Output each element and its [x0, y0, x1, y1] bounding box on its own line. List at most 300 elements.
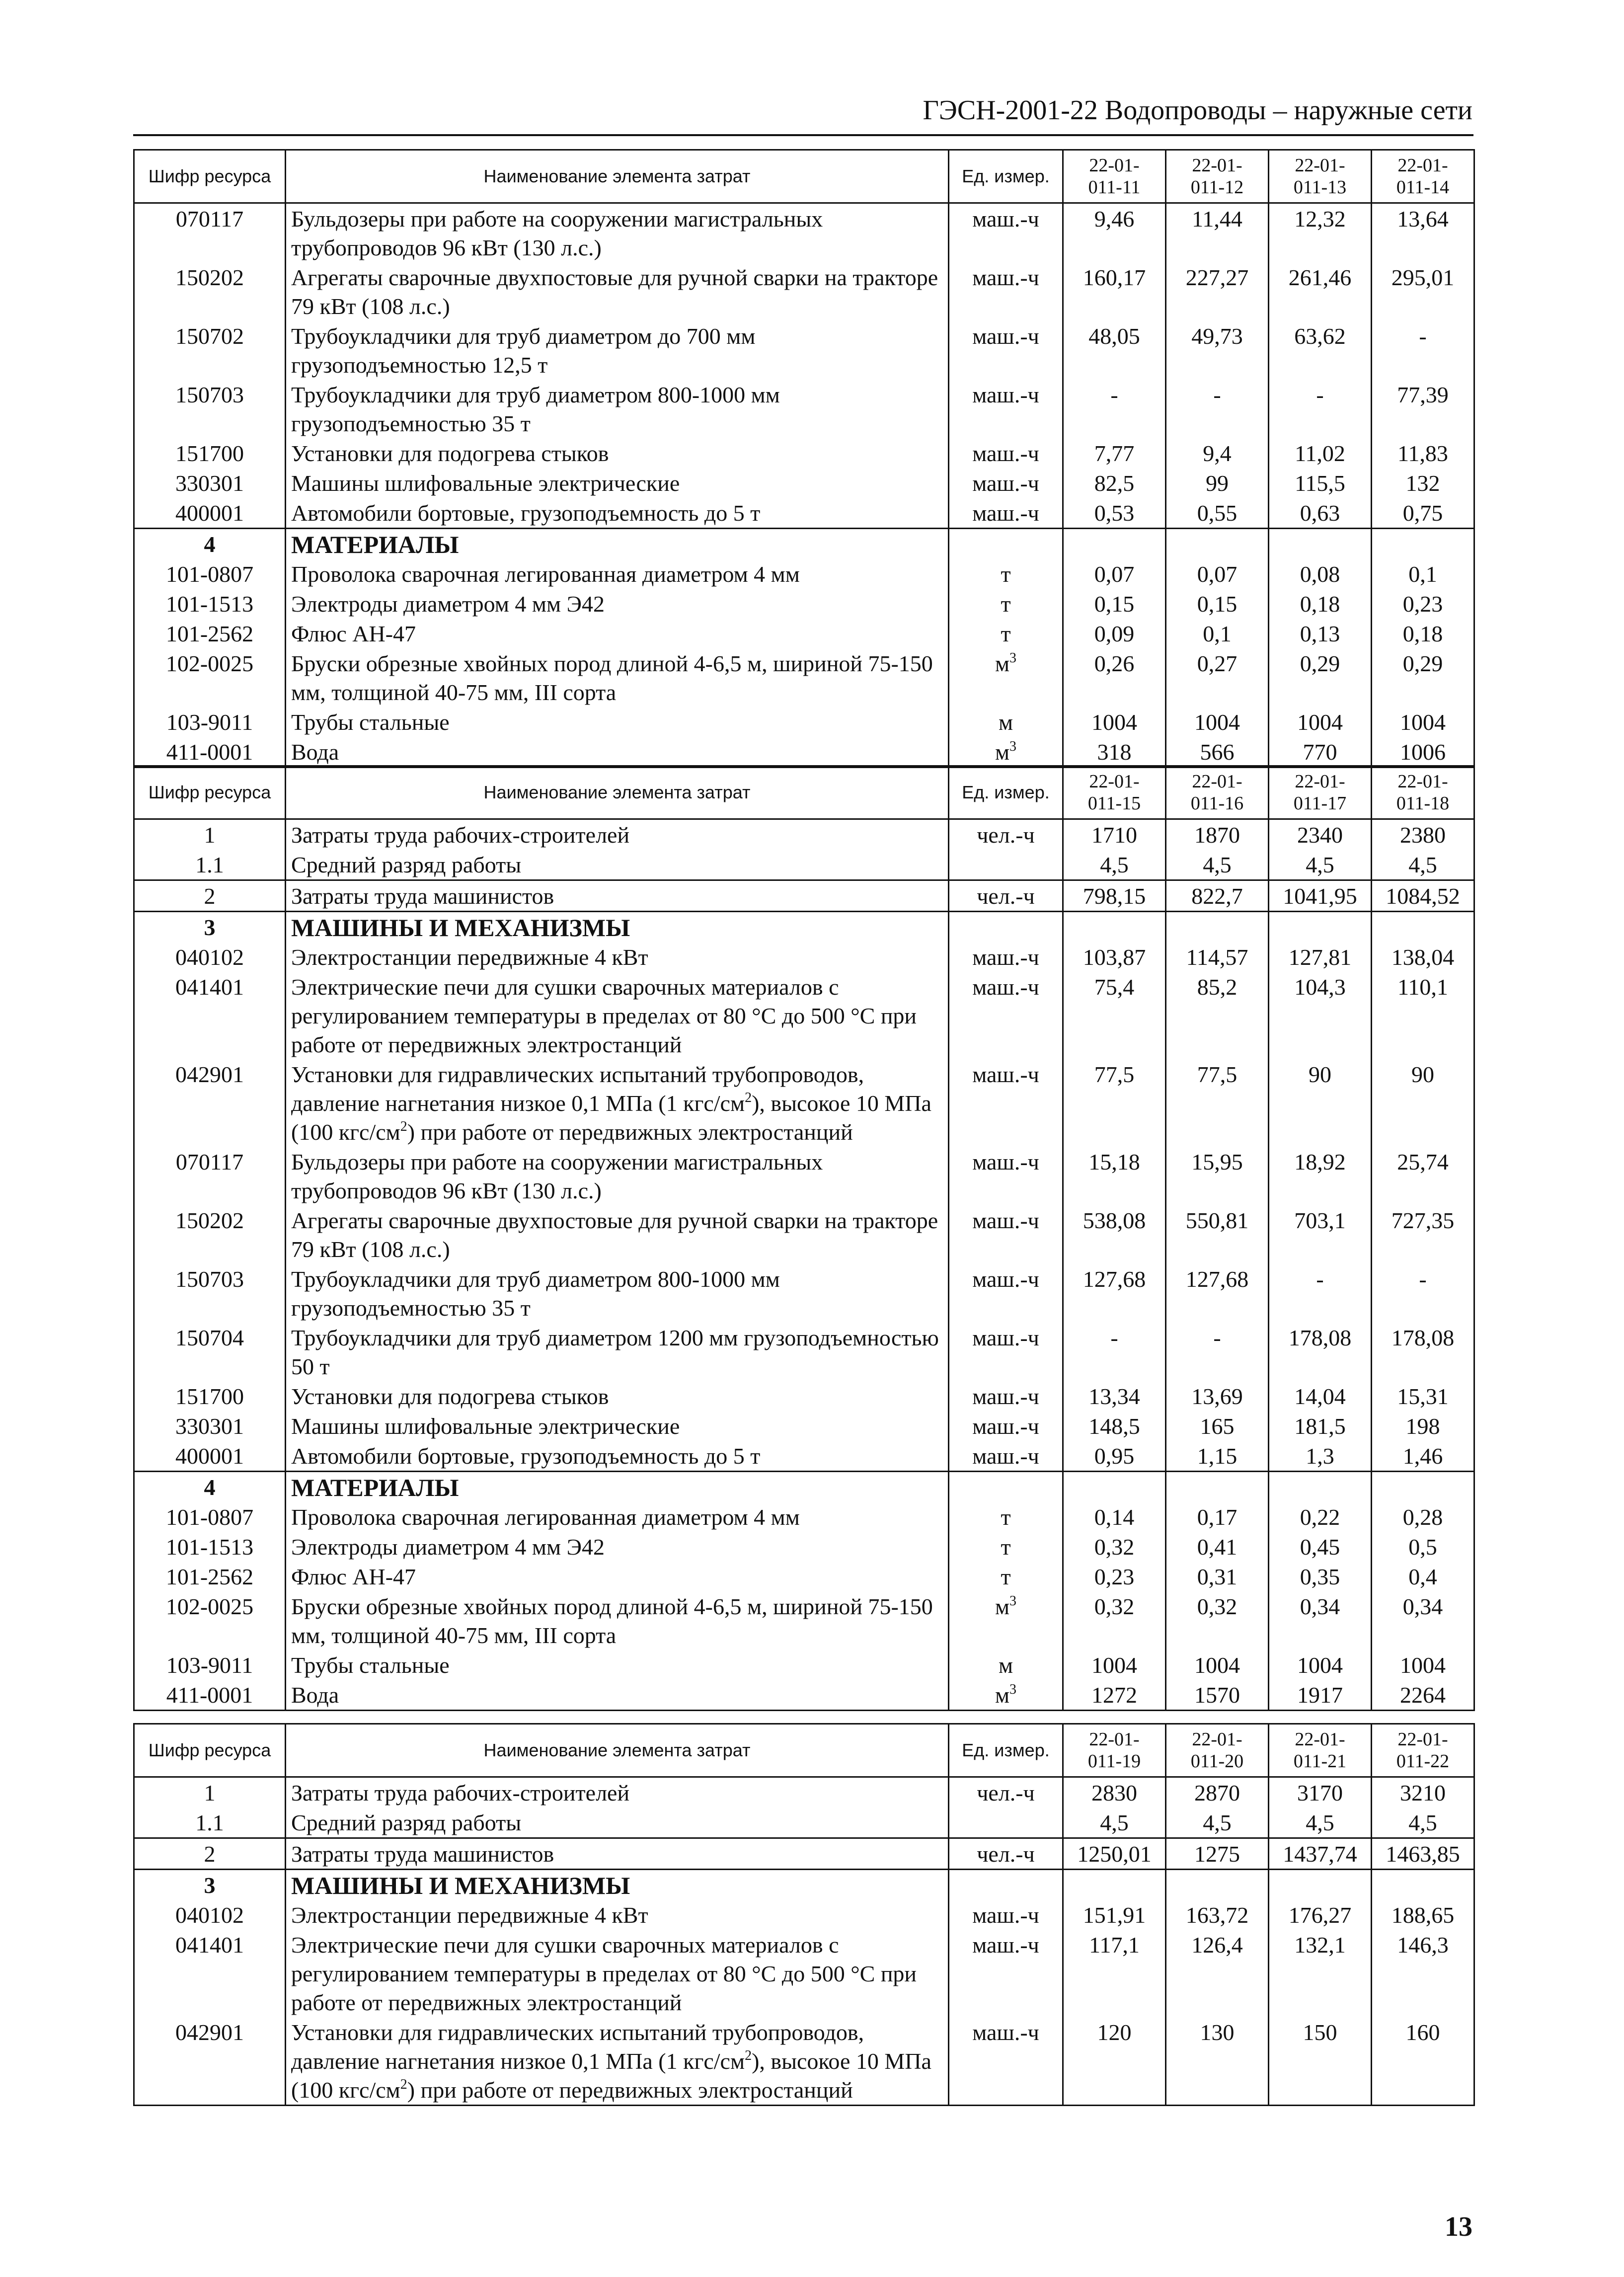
value-cell: 114,57: [1166, 942, 1269, 972]
value-cell: 150: [1269, 2017, 1372, 2106]
value-cell: 0,08: [1269, 559, 1372, 589]
value-cell: 178,08: [1372, 1323, 1474, 1381]
value-cell: 822,7: [1166, 880, 1269, 912]
resource-name: Бруски обрезные хвойных пород длиной 4-6,5 м, шириной 75-150 мм, толщиной 40-75 мм, III сорта: [286, 648, 949, 707]
unit-cell: [949, 912, 1063, 942]
value-cell: 1250,01: [1063, 1838, 1166, 1870]
value-cell: 4,5: [1372, 850, 1474, 880]
unit-text: маш.-ч: [972, 944, 1039, 970]
table-row: [134, 1147, 1474, 1205]
resource-name: Вода: [286, 737, 949, 768]
resource-name: Трубоукладчики для труб диаметром 800-1000 мм грузоподъемностью 35 т: [286, 1264, 949, 1323]
resource-name: [286, 2017, 949, 2106]
value-cell: 1463,85: [1372, 1838, 1474, 1870]
column-header-name: Наименование элемента затрат: [286, 1724, 949, 1777]
resource-code: 040102: [134, 1900, 286, 1930]
unit-text: маш.-ч: [972, 1384, 1039, 1409]
value-cell: 1084,52: [1372, 880, 1474, 912]
unit-text: т: [1001, 1534, 1011, 1560]
unit-cell: [949, 1411, 1063, 1441]
column-header-code: Шифр ресурса: [134, 150, 286, 203]
unit-cell: [949, 2017, 1063, 2106]
resource-code: 411-0001: [134, 1680, 286, 1711]
table-row: [134, 1532, 1474, 1562]
unit-cell: [949, 1147, 1063, 1205]
value-cell: 146,3: [1372, 1930, 1474, 2017]
value-cell: 104,3: [1269, 972, 1372, 1059]
header-rule: [133, 134, 1473, 136]
value-cell: 178,08: [1269, 1323, 1372, 1381]
table-row: [134, 1323, 1474, 1381]
value-cell: 0,32: [1063, 1532, 1166, 1562]
value-cell: 127,68: [1166, 1264, 1269, 1323]
value-cell: 2340: [1269, 819, 1372, 850]
name-fragment: ) при работе от передвижных электростанций: [407, 2077, 853, 2103]
unit-text: м: [998, 709, 1013, 735]
resource-code: 1.1: [134, 1807, 286, 1838]
value-cell: 0,15: [1063, 589, 1166, 619]
value-cell: [1372, 912, 1474, 942]
value-cell: 0,75: [1372, 498, 1474, 529]
resource-code: 101-1513: [134, 589, 286, 619]
value-cell: 0,22: [1269, 1502, 1372, 1532]
value-cell: [1269, 529, 1372, 559]
unit-cell: [949, 529, 1063, 559]
table-row: [134, 498, 1474, 529]
unit-cell: [949, 819, 1063, 850]
name-fragment: ), высокое 10 МПа (100 кгс/см: [291, 1091, 931, 1145]
unit-superscript: 3: [1009, 650, 1017, 666]
unit-cell: [949, 1472, 1063, 1502]
table-row: [134, 972, 1474, 1059]
value-cell: 566: [1166, 737, 1269, 768]
resource-code: 330301: [134, 468, 286, 498]
section-row: [134, 1472, 1474, 1502]
table-row: [134, 648, 1474, 707]
resource-name: Бруски обрезные хвойных пород длиной 4-6,5 м, шириной 75-150 мм, толщиной 40-75 мм, III сорта: [286, 1591, 949, 1650]
table-row: [134, 203, 1474, 263]
value-cell: 130: [1166, 2017, 1269, 2106]
unit-text: м: [998, 1652, 1013, 1678]
value-cell: 1275: [1166, 1838, 1269, 1870]
norm-code-header: 22-01- 011-12: [1166, 150, 1269, 203]
value-cell: 0,14: [1063, 1502, 1166, 1532]
value-cell: 261,46: [1269, 262, 1372, 321]
value-cell: 0,32: [1166, 1591, 1269, 1650]
resource-table-1: [133, 149, 1473, 768]
resource-name: Флюс АН-47: [286, 619, 949, 648]
value-cell: 132: [1372, 468, 1474, 498]
value-cell: 0,5: [1372, 1532, 1474, 1562]
resource-name: Электроды диаметром 4 мм Э42: [286, 589, 949, 619]
value-cell: [1269, 1870, 1372, 1900]
unit-text: м: [995, 651, 1010, 676]
value-cell: 160: [1372, 2017, 1474, 2106]
unit-cell: [949, 468, 1063, 498]
value-cell: 15,18: [1063, 1147, 1166, 1205]
unit-cell: [949, 321, 1063, 380]
table-row: [134, 380, 1474, 438]
resource-code: 101-0807: [134, 559, 286, 589]
value-cell: 48,05: [1063, 321, 1166, 380]
table-row: [134, 262, 1474, 321]
norm-code-header: 22-01- 011-11: [1063, 150, 1166, 203]
table-row: [134, 1838, 1474, 1870]
resource-name: Бульдозеры при работе на сооружении магистральных трубопроводов 96 кВт (130 л.с.): [286, 1147, 949, 1205]
resource-code: 330301: [134, 1411, 286, 1441]
value-cell: 25,74: [1372, 1147, 1474, 1205]
value-cell: 0,53: [1063, 498, 1166, 529]
table-row: [134, 1205, 1474, 1264]
table-row: [134, 1059, 1474, 1147]
value-cell: 550,81: [1166, 1205, 1269, 1264]
value-cell: 4,5: [1063, 1807, 1166, 1838]
unit-cell: [949, 972, 1063, 1059]
unit-cell: [949, 1838, 1063, 1870]
resource-code: 101-1513: [134, 1532, 286, 1562]
unit-cell: [949, 880, 1063, 912]
resource-code: 101-2562: [134, 619, 286, 648]
value-cell: 127,81: [1269, 942, 1372, 972]
value-cell: [1166, 1870, 1269, 1900]
value-cell: 0,63: [1269, 498, 1372, 529]
unit-cell: [949, 262, 1063, 321]
value-cell: 0,23: [1063, 1562, 1166, 1591]
unit-cell: [949, 1532, 1063, 1562]
resource-name: Установки для подогрева стыков: [286, 438, 949, 468]
value-cell: 2380: [1372, 819, 1474, 850]
name-fragment: ) при работе от передвижных электростанций: [407, 1119, 853, 1145]
table-row: [134, 1381, 1474, 1411]
superscript: 2: [400, 1119, 407, 1134]
header-row: [134, 1724, 1474, 1777]
unit-text: маш.-ч: [972, 471, 1039, 496]
unit-cell: [949, 1441, 1063, 1472]
value-cell: [1372, 1472, 1474, 1502]
cost-table: [133, 1723, 1475, 2106]
unit-text: чел.-ч: [977, 1841, 1035, 1867]
table-row: [134, 1411, 1474, 1441]
value-cell: 0,15: [1166, 589, 1269, 619]
norm-code-header: 22-01- 011-18: [1372, 766, 1474, 819]
table-row: [134, 1264, 1474, 1323]
column-header-code: Шифр ресурса: [134, 1724, 286, 1777]
value-cell: 160,17: [1063, 262, 1166, 321]
resource-name: Электроды диаметром 4 мм Э42: [286, 1532, 949, 1562]
value-cell: 1570: [1166, 1680, 1269, 1711]
value-cell: 110,1: [1372, 972, 1474, 1059]
value-cell: 0,13: [1269, 619, 1372, 648]
resource-name: Трубы стальные: [286, 1650, 949, 1680]
resource-name: Трубы стальные: [286, 707, 949, 737]
unit-cell: [949, 1930, 1063, 2017]
resource-name: Затраты труда рабочих-строителей: [286, 819, 949, 850]
value-cell: 148,5: [1063, 1411, 1166, 1441]
value-cell: [1166, 912, 1269, 942]
value-cell: 9,46: [1063, 203, 1166, 263]
table-row: [134, 589, 1474, 619]
value-cell: 1004: [1269, 1650, 1372, 1680]
unit-cell: [949, 1381, 1063, 1411]
value-cell: 0,29: [1372, 648, 1474, 707]
unit-text: маш.-ч: [972, 323, 1039, 349]
value-cell: 1272: [1063, 1680, 1166, 1711]
value-cell: 49,73: [1166, 321, 1269, 380]
name-fragment: Установки для гидравлических испытаний трубопроводов, давление нагнетания низкое 0,1 МПа (1 кгс/см: [291, 2020, 864, 2074]
unit-cell: [949, 498, 1063, 529]
cost-table: [133, 765, 1475, 1711]
resource-code: 2: [134, 1838, 286, 1870]
table-row: [134, 438, 1474, 468]
unit-superscript: 3: [1009, 1593, 1017, 1609]
unit-cell: [949, 1591, 1063, 1650]
value-cell: 82,5: [1063, 468, 1166, 498]
page-number: 13: [1445, 2211, 1472, 2242]
value-cell: 1870: [1166, 819, 1269, 850]
unit-cell: [949, 1900, 1063, 1930]
value-cell: 2830: [1063, 1777, 1166, 1808]
value-cell: 1,15: [1166, 1441, 1269, 1472]
running-header: ГЭСН-2001-22 Водопроводы – наружные сети: [923, 95, 1472, 126]
value-cell: 13,69: [1166, 1381, 1269, 1411]
resource-code: 103-9011: [134, 1650, 286, 1680]
value-cell: 770: [1269, 737, 1372, 768]
table-row: [134, 1591, 1474, 1650]
resource-name: Электрические печи для сушки сварочных материалов с регулированием температуры в пределах от 80 °С до 500 °С при работе от передвижных электростанций: [286, 1930, 949, 2017]
resource-code: 150703: [134, 1264, 286, 1323]
value-cell: 0,28: [1372, 1502, 1474, 1532]
unit-text: маш.-ч: [972, 1062, 1039, 1087]
value-cell: 181,5: [1269, 1411, 1372, 1441]
value-cell: 18,92: [1269, 1147, 1372, 1205]
resource-name: Электростанции передвижные 4 кВт: [286, 1900, 949, 1930]
unit-cell: [949, 1807, 1063, 1838]
table-row: [134, 880, 1474, 912]
value-cell: 0,1: [1166, 619, 1269, 648]
resource-code: 102-0025: [134, 648, 286, 707]
resource-code: 150704: [134, 1323, 286, 1381]
value-cell: 1041,95: [1269, 880, 1372, 912]
unit-cell: [949, 1680, 1063, 1711]
resource-name: Затраты труда машинистов: [286, 1838, 949, 1870]
resource-code: 040102: [134, 942, 286, 972]
unit-cell: [949, 589, 1063, 619]
value-cell: 1004: [1063, 707, 1166, 737]
value-cell: 90: [1372, 1059, 1474, 1147]
norm-code-header: 22-01- 011-22: [1372, 1724, 1474, 1777]
value-cell: -: [1269, 1264, 1372, 1323]
value-cell: 15,31: [1372, 1381, 1474, 1411]
unit-text: маш.-ч: [972, 265, 1039, 290]
resource-code: 3: [134, 1870, 286, 1900]
header-row: [134, 766, 1474, 819]
resource-name: Автомобили бортовые, грузоподъемность до 5 т: [286, 1441, 949, 1472]
value-cell: 165: [1166, 1411, 1269, 1441]
value-cell: 120: [1063, 2017, 1166, 2106]
resource-name: Средний разряд работы: [286, 850, 949, 880]
unit-cell: [949, 1777, 1063, 1808]
unit-text: маш.-ч: [972, 382, 1039, 407]
resource-code: 070117: [134, 1147, 286, 1205]
resource-table-3: [133, 1723, 1473, 2106]
table-row: [134, 1807, 1474, 1838]
value-cell: [1063, 1472, 1166, 1502]
resource-name: Агрегаты сварочные двухпостовые для ручной сварки на тракторе 79 кВт (108 л.с.): [286, 262, 949, 321]
unit-cell: [949, 1562, 1063, 1591]
table-row: [134, 1777, 1474, 1808]
value-cell: -: [1166, 1323, 1269, 1381]
unit-cell: [949, 380, 1063, 438]
value-cell: 0,1: [1372, 559, 1474, 589]
value-cell: 0,29: [1269, 648, 1372, 707]
value-cell: 227,27: [1166, 262, 1269, 321]
unit-text: т: [1001, 621, 1011, 646]
column-header-name: Наименование элемента затрат: [286, 150, 949, 203]
resource-code: 150703: [134, 380, 286, 438]
value-cell: 0,45: [1269, 1532, 1372, 1562]
value-cell: -: [1166, 380, 1269, 438]
table-row: [134, 1650, 1474, 1680]
value-cell: 1,46: [1372, 1441, 1474, 1472]
value-cell: 4,5: [1269, 1807, 1372, 1838]
value-cell: 0,4: [1372, 1562, 1474, 1591]
unit-text: маш.-ч: [972, 1443, 1039, 1469]
value-cell: 11,44: [1166, 203, 1269, 263]
resource-code: 150202: [134, 1205, 286, 1264]
resource-name: Установки для подогрева стыков: [286, 1381, 949, 1411]
table-row: [134, 737, 1474, 768]
value-cell: 99: [1166, 468, 1269, 498]
value-cell: [1372, 529, 1474, 559]
unit-cell: [949, 559, 1063, 589]
value-cell: 727,35: [1372, 1205, 1474, 1264]
table-row: [134, 819, 1474, 850]
resource-name: Трубоукладчики для труб диаметром 1200 мм грузоподъемностью 50 т: [286, 1323, 949, 1381]
resource-code: 150702: [134, 321, 286, 380]
value-cell: 77,5: [1063, 1059, 1166, 1147]
resource-code: 400001: [134, 1441, 286, 1472]
resource-code: 042901: [134, 2017, 286, 2106]
table-row: [134, 1502, 1474, 1532]
unit-text: маш.-ч: [972, 500, 1039, 526]
norm-code-header: 22-01- 011-19: [1063, 1724, 1166, 1777]
unit-cell: [949, 438, 1063, 468]
value-cell: 176,27: [1269, 1900, 1372, 1930]
value-cell: 9,4: [1166, 438, 1269, 468]
value-cell: 15,95: [1166, 1147, 1269, 1205]
value-cell: 117,1: [1063, 1930, 1166, 2017]
column-header-unit: Ед. измер.: [949, 1724, 1063, 1777]
resource-code: 1: [134, 819, 286, 850]
unit-text: маш.-ч: [972, 1902, 1039, 1928]
value-cell: 0,17: [1166, 1502, 1269, 1532]
name-fragment: Установки для гидравлических испытаний трубопроводов, давление нагнетания низкое 0,1 МПа (1 кгс/см: [291, 1062, 864, 1116]
value-cell: 0,34: [1372, 1591, 1474, 1650]
resource-name: Проволока сварочная легированная диаметром 4 мм: [286, 559, 949, 589]
value-cell: 1006: [1372, 737, 1474, 768]
value-cell: 0,07: [1166, 559, 1269, 589]
column-header-name: Наименование элемента затрат: [286, 766, 949, 819]
table-row: [134, 468, 1474, 498]
resource-name: Трубоукладчики для труб диаметром до 700 мм грузоподъемностью 12,5 т: [286, 321, 949, 380]
value-cell: 318: [1063, 737, 1166, 768]
value-cell: 0,55: [1166, 498, 1269, 529]
resource-code: 400001: [134, 498, 286, 529]
value-cell: 115,5: [1269, 468, 1372, 498]
norm-code-header: 22-01- 011-15: [1063, 766, 1166, 819]
name-fragment: ), высокое 10 МПа (100 кгс/см: [291, 2048, 931, 2103]
resource-code: 1.1: [134, 850, 286, 880]
table-row: [134, 1930, 1474, 2017]
unit-cell: [949, 850, 1063, 880]
section-title: МАШИНЫ И МЕХАНИЗМЫ: [286, 1870, 949, 1900]
value-cell: 132,1: [1269, 1930, 1372, 2017]
value-cell: 703,1: [1269, 1205, 1372, 1264]
section-row: [134, 1870, 1474, 1900]
table-row: [134, 1441, 1474, 1472]
resource-code: 101-2562: [134, 1562, 286, 1591]
value-cell: -: [1372, 1264, 1474, 1323]
table-row: [134, 1680, 1474, 1711]
value-cell: 13,64: [1372, 203, 1474, 263]
resource-code: 150202: [134, 262, 286, 321]
table-row: [134, 559, 1474, 589]
value-cell: 798,15: [1063, 880, 1166, 912]
value-cell: 3170: [1269, 1777, 1372, 1808]
value-cell: 11,02: [1269, 438, 1372, 468]
value-cell: 103,87: [1063, 942, 1166, 972]
value-cell: 77,5: [1166, 1059, 1269, 1147]
unit-cell: [949, 203, 1063, 263]
resource-name: [286, 1059, 949, 1147]
unit-text: м: [995, 739, 1010, 765]
value-cell: 14,04: [1269, 1381, 1372, 1411]
value-cell: [1166, 529, 1269, 559]
unit-cell: [949, 1205, 1063, 1264]
resource-code: 151700: [134, 1381, 286, 1411]
value-cell: 1004: [1372, 1650, 1474, 1680]
table-row: [134, 1900, 1474, 1930]
value-cell: 4,5: [1063, 850, 1166, 880]
unit-superscript: 3: [1009, 1682, 1017, 1697]
value-cell: 0,07: [1063, 559, 1166, 589]
value-cell: 126,4: [1166, 1930, 1269, 2017]
value-cell: 295,01: [1372, 262, 1474, 321]
value-cell: 0,34: [1269, 1591, 1372, 1650]
value-cell: [1269, 1472, 1372, 1502]
value-cell: 0,09: [1063, 619, 1166, 648]
resource-code: 070117: [134, 203, 286, 263]
value-cell: 2870: [1166, 1777, 1269, 1808]
unit-text: т: [1001, 561, 1011, 587]
superscript: 2: [745, 2048, 752, 2063]
resource-name: Средний разряд работы: [286, 1807, 949, 1838]
value-cell: 1004: [1166, 707, 1269, 737]
column-header-unit: Ед. измер.: [949, 150, 1063, 203]
value-cell: 0,26: [1063, 648, 1166, 707]
unit-text: маш.-ч: [972, 1266, 1039, 1292]
resource-name: Проволока сварочная легированная диаметром 4 мм: [286, 1502, 949, 1532]
norm-code-header: 22-01- 011-14: [1372, 150, 1474, 203]
resource-name: Флюс АН-47: [286, 1562, 949, 1591]
unit-cell: [949, 1323, 1063, 1381]
resource-code: 1: [134, 1777, 286, 1808]
cost-table: [133, 149, 1475, 768]
unit-cell: [949, 942, 1063, 972]
norm-code-header: 22-01- 011-17: [1269, 766, 1372, 819]
value-cell: 0,18: [1372, 619, 1474, 648]
unit-text: м: [995, 1594, 1010, 1619]
